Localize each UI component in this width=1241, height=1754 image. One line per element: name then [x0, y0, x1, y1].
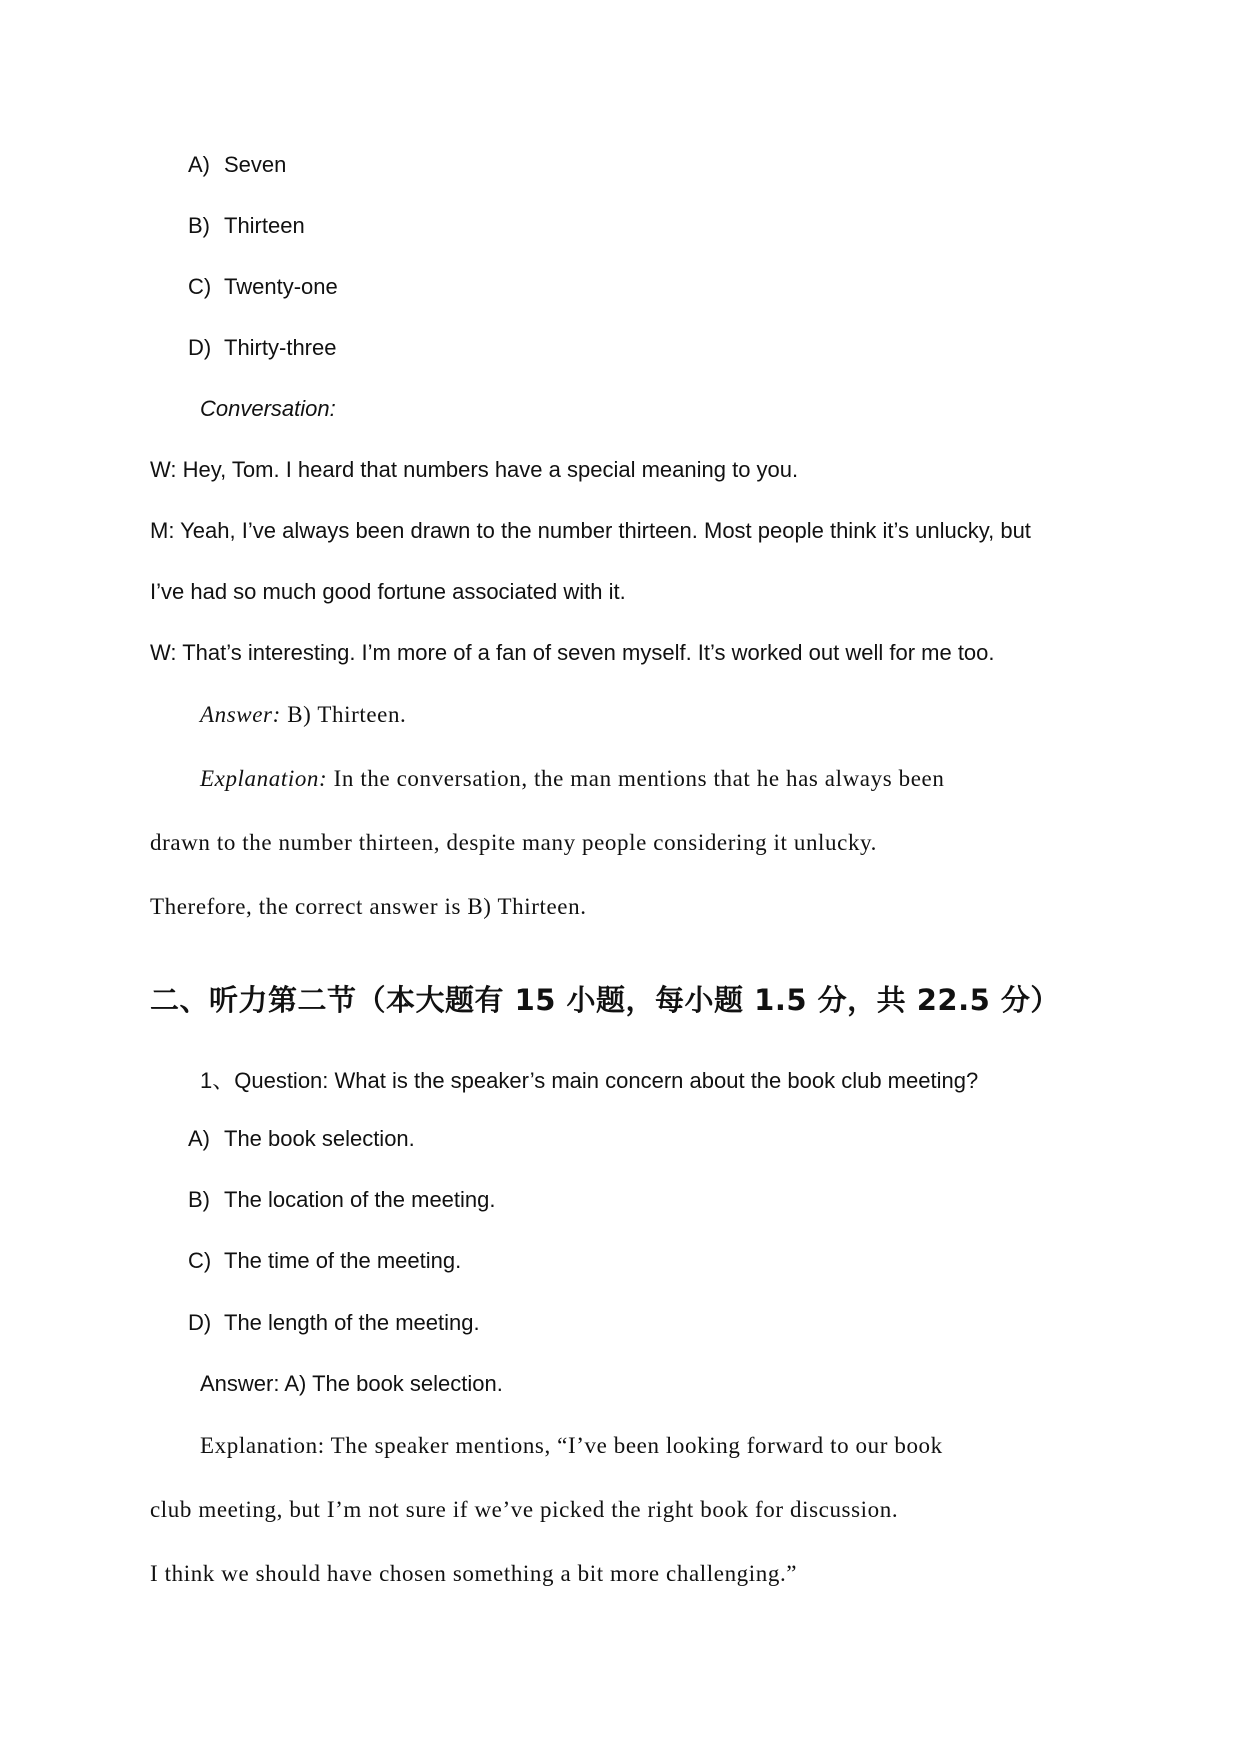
option-d: [188, 1310, 480, 1336]
option-b: [188, 213, 305, 239]
explanation-label: Explanation:: [200, 766, 328, 791]
conversation-label: Conversation:: [200, 396, 336, 421]
option-letter: B): [188, 213, 210, 238]
option-a: [188, 152, 286, 178]
conversation-line: M: Yeah, I’ve always been drawn to the number thirteen. Most people think it’s unlucky, but: [150, 518, 1031, 543]
explanation-line: I think we should have chosen something a bit more challenging.”: [150, 1561, 798, 1586]
section-heading: 二、听力第二节（本大题有 15 小题，每小题 1.5 分，共 22.5 分）: [150, 983, 1060, 1017]
option-letter: A): [188, 152, 210, 177]
conversation-line: W: Hey, Tom. I heard that numbers have a special meaning to you.: [150, 457, 799, 482]
option-text: The time of the meeting.: [224, 1248, 462, 1273]
option-letter: D): [188, 335, 212, 360]
option-text: Twenty-one: [224, 274, 338, 299]
explanation-line: Explanation: The speaker mentions, “I’ve been looking forward to our book: [200, 1433, 943, 1458]
answer-line: [200, 702, 406, 728]
option-text: Thirteen: [224, 213, 305, 238]
explanation-text: In the conversation, the man mentions that he has always been: [327, 766, 945, 791]
option-letter: C): [188, 274, 212, 299]
option-text: Thirty-three: [224, 335, 337, 360]
answer-line: Answer: A) The book selection.: [200, 1371, 503, 1396]
explanation-line: club meeting, but I’m not sure if we’ve picked the right book for discussion.: [150, 1497, 899, 1522]
explanation-line: [200, 766, 1090, 792]
option-text: The location of the meeting.: [224, 1187, 496, 1212]
option-text: The book selection.: [224, 1126, 415, 1151]
answer-text: B) Thirteen.: [280, 702, 407, 727]
option-letter: A): [188, 1126, 210, 1151]
option-c: [188, 1248, 461, 1274]
conversation-line: W: That’s interesting. I’m more of a fan of seven myself. It’s worked out well for me too.: [150, 640, 995, 665]
option-a: [188, 1126, 415, 1152]
option-b: [188, 1187, 496, 1213]
answer-label: Answer:: [200, 702, 281, 727]
question-text: 1、Question: What is the speaker’s main concern about the book club meeting?: [200, 1068, 979, 1093]
option-letter: D): [188, 1310, 212, 1335]
option-letter: B): [188, 1187, 210, 1212]
explanation-line: Therefore, the correct answer is B) Thirteen.: [150, 894, 587, 919]
option-text: The length of the meeting.: [224, 1310, 480, 1335]
conversation-line: I’ve had so much good fortune associated with it.: [150, 579, 626, 604]
option-letter: C): [188, 1248, 212, 1273]
option-text: Seven: [224, 152, 287, 177]
option-c: [188, 274, 338, 300]
explanation-line: drawn to the number thirteen, despite many people considering it unlucky.: [150, 830, 878, 855]
option-d: [188, 335, 336, 361]
